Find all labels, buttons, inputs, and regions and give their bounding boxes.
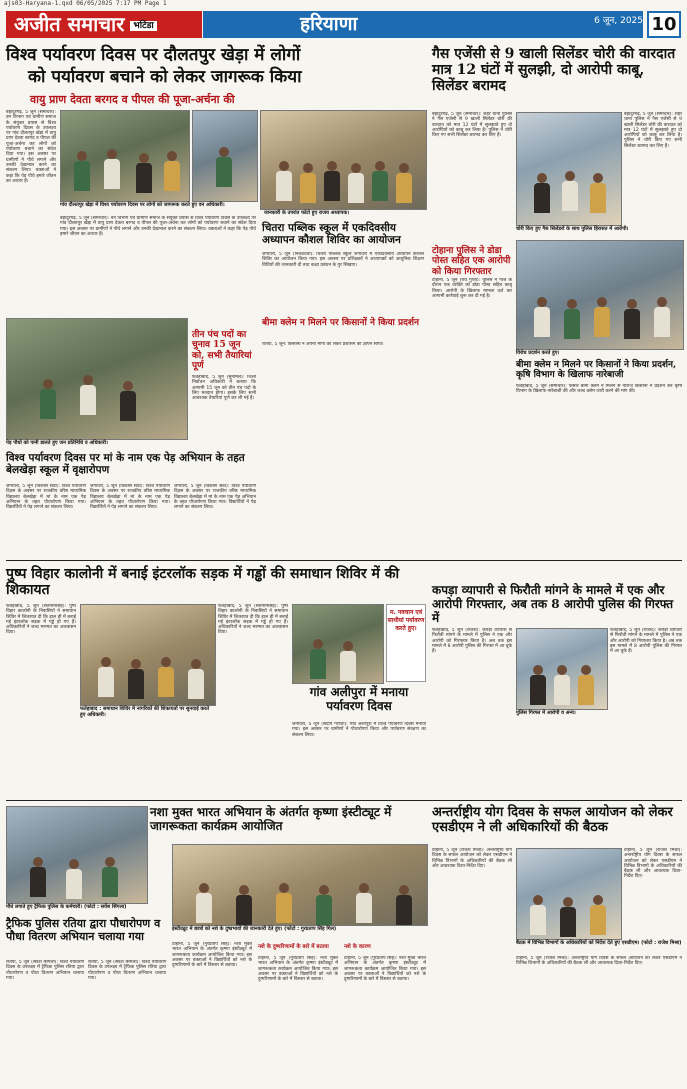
nasha-body: टोहाना, 5 जून (गुरप्रताप सिंह): नशा मुक्त भारत अभियान के अंतर्गत कृष्णा इंस्टीट्यूट में जागरूकता कार्यक्रम आयोजित किया गया। इस अवसर पर वक्ताओं ने विद्यार्थियों को नशे के दुष्परिणामों के बारे में विस्तार से बताया। xyxy=(172,942,252,969)
alipur-headline: गांव अलीपुरा में मनाया पर्यावरण दिवस xyxy=(309,685,409,713)
nasha-body-3: टोहाना, 5 जून (गुरप्रताप सिंह): नशा मुक्त भारत अभियान के अंतर्गत कृष्णा इंस्टीट्यूट में जागरूकता कार्यक्रम आयोजित किया गया। इस अवसर पर वक्ताओं ने विद्यार्थियों को नशे के दुष्परिणामों के बारे में विस्तार से बताया। xyxy=(344,956,426,983)
post-headline: टोहाना पुलिस ने डोडा पोस्त सहित एक आरोपी को किया गिरफ्तार xyxy=(432,246,511,277)
masthead xyxy=(0,8,687,42)
kapda-headline: कपड़ा व्यापारी से फिरौती मांगने के मामले में एक और आरोपी गिरफ्तार, अब तक 8 आरोपी पुलिस की गिरफ्त में xyxy=(432,583,674,625)
yoga-headline: अन्तर्राष्ट्रीय योग दिवस के सफल आयोजन को लेकर एसडीएम ने ली अधिकारियों की बैठक xyxy=(432,805,673,835)
kapda-photo xyxy=(516,628,608,710)
protest-photo xyxy=(516,240,684,350)
paper-name: अजीत समाचार xyxy=(14,12,125,36)
gas-body: बहादुरगढ़, 5 जून (समाचार): शहर थाना पुलिस ने गैस एजेंसी से 9 खाली सिलेंडर चोरी की वारदात को मात्र 12 घंटों में सुलझाते हुए दो आरोपियों को काबू कर लिया है। पुलिस ने चोरी किए गए सभी सिलेंडर बरामद कर लिए हैं। xyxy=(432,112,512,139)
yoga-body-3: टोहाना, 5 जून (राजेश मिश्रा): अन्तर्राष्ट्रीय योग दिवस के सफल आयोजन को लेकर एसडीएम ने विभिन्न विभागों के अधिकारियों की बैठक ली और आवश्यक दिशा-निर्देश दिए। xyxy=(516,956,682,967)
pushp-caption: फतेहाबाद : समाधान शिविर में नागरिकों की शिकायतों पर सुनवाई करते हुए अधिकारी। xyxy=(80,706,214,718)
dulatpur-photo-2 xyxy=(192,110,258,202)
school-photo xyxy=(260,110,427,210)
alipur-pull-quote: म. नवचान एवं साथीयां पर्यावरण करते हुए। xyxy=(386,604,426,682)
gas-photo xyxy=(516,112,622,226)
divider-lower xyxy=(6,800,682,801)
yoga-photo xyxy=(516,848,622,940)
nasha-photo xyxy=(172,844,428,926)
dulatpur-body-2: बहादुरगढ़, 5 जून (समाचार): वन विभाग एवं ग्रामीण समाज के संयुक्त प्रयास से विश्व पर्यावरण दिवस के उपलक्ष्य पर गांव दौलतपुर खेड़ा में वायु प्राण देवता बरगद व पीपल की पूजा-अर्चना कर लोगों को पर्यावरण बचाने का संदेश दिया गया। इस अवसर पर ग्रामीणों ने पौधे लगाने और उनकी देखभाल करने का संकल्प लिया। वक्ताओं ने कहा कि पेड़ पौधे हमारे जीवन का आधार हैं। xyxy=(60,216,256,237)
tree-caption: पेड़ पौधों को पानी डालते हुए जन प्रतिनिधि व अधिकारी। xyxy=(6,440,186,446)
nasha-caption: इंस्टीट्यूट में छात्रों को नशे के दुष्प्रभावों की जानकारी देते हुए। (फोटो : गुरप्रताप सिंह गिल) xyxy=(172,926,426,932)
divider-mid xyxy=(6,560,682,561)
paper-logo xyxy=(6,11,202,38)
tree-photo xyxy=(6,318,188,440)
pushp-body-2: फतेहाबाद, 5 जून (सतनामसिंह): पुष्प विहार कालोनी के निवासियों ने समाधान शिविर में शिकायत दी कि हाल ही में बनाई गई इंटरलॉक सड़क में गड्ढे हो गए हैं। अधिकारियों ने जल्द मरम्मत का आश्वासन दिया। xyxy=(218,604,288,636)
yoga-body-2: टोहाना, 5 जून (राजेश मिश्रा): अन्तर्राष्ट्रीय योग दिवस के सफल आयोजन को लेकर एसडीएम ने विभिन्न विभागों के अधिकारियों की बैठक ली और आवश्यक दिशा-निर्देश दिए। xyxy=(624,848,682,880)
campus-body: जगाधरी, 5 जून (विकास सेठी): विश्व पर्यावरण दिवस के अवसर पर राजकीय वरिष्ठ माध्यमिक विद्यालय बेलखेड़ा में मां के नाम एक पेड़ अभियान के तहत पौधारोपण किया गया। विद्यार्थियों ने पेड़ लगाने का संकल्प लिया। xyxy=(6,484,86,511)
dulatpur-headline-2: को पर्यावरण बचाने को लेकर जागरूक किया xyxy=(28,67,302,87)
gas-headline: गैस एजेंसी से 9 खाली सिलेंडर चोरी की वारदात मात्र 12 घंटों में सुलझी, दो आरोपी काबू, सिलेंडर बरामद xyxy=(432,46,676,95)
alipur-photo xyxy=(292,604,384,684)
print-slug: ajs03-Haryana-1.qxd 06/05/2025 7:17 PM Page 1 xyxy=(4,0,167,7)
post-body: टोहाना, 5 जून (रवि गुप्ता): पुलिस ने गश्त के दौरान एक व्यक्ति को डोडा पोस्त सहित काबू किया। आरोपी के खिलाफ मामला दर्ज कर आगामी कार्रवाई शुरू कर दी गई है। xyxy=(432,278,512,299)
nasha-subhead-2: नशे के कारण xyxy=(344,944,371,950)
yoga-body: टोहाना, 5 जून (राजेश मिश्रा): अन्तर्राष्ट्रीय योग दिवस के सफल आयोजन को लेकर एसडीएम ने विभिन्न विभागों के अधिकारियों की बैठक ली और आवश्यक दिशा-निर्देश दिए। xyxy=(432,848,512,869)
section-title: हरियाणा xyxy=(300,13,358,35)
issue-date: 6 जून, 2025 xyxy=(594,16,643,26)
yoga-caption: बैठक में विभिन्न विभागों के अधिकारियों को निर्देश देते हुए एसडीएम। (फोटो : राजेश मिश्रा) xyxy=(516,940,682,946)
pushp-photo xyxy=(80,604,216,706)
traffic-caption: पौधे लगाते हुए ट्रैफिक पुलिस के कर्मचारी। (फोटो : सर्वेश सिंगला) xyxy=(6,904,146,910)
nasha-headline: नशा मुक्त भारत अभियान के अंतर्गत कृष्णा इंस्टीट्यूट में जागरूकता कार्यक्रम आयोजित xyxy=(150,805,392,833)
alipur-body: जगाधरी, 5 जून (संदीप गेरोजी): गांव अलीपुरा में विश्व पर्यावरण दिवस मनाया गया। इस अवसर पर ग्रामीणों ने पौधारोपण किया और पर्यावरण संरक्षण का संकल्प लिया। xyxy=(292,722,426,738)
edition-label: भटिंडा xyxy=(130,21,156,31)
campus-body-3: जगाधरी, 5 जून (विकास सेठी): विश्व पर्यावरण दिवस के अवसर पर राजकीय वरिष्ठ माध्यमिक विद्यालय बेलखेड़ा में मां के नाम एक पेड़ अभियान के तहत पौधारोपण किया गया। विद्यार्थियों ने पेड़ लगाने का संकल्प लिया। xyxy=(174,484,256,511)
dulatpur-caption: गांव दौलतपुर खेड़ा में विश्व पर्यावरण दिवस पर लोगों को जागरूक करते हुए वन अधिकारी। xyxy=(60,202,256,208)
traffic-body: रतिया, 5 जून (सर्वेश सिंगला): विश्व पर्यावरण दिवस के उपलक्ष्य में ट्रैफिक पुलिस रतिया द्वारा पौधारोपण व पौधा वितरण अभियान चलाया गया। xyxy=(6,960,84,981)
campus-body-2: जगाधरी, 5 जून (विकास सेठी): विश्व पर्यावरण दिवस के अवसर पर राजकीय वरिष्ठ माध्यमिक विद्यालय बेलखेड़ा में मां के नाम एक पेड़ अभियान के तहत पौधारोपण किया गया। विद्यार्थियों ने पेड़ लगाने का संकल्प लिया। xyxy=(90,484,170,511)
tree-headline: तीन पंच पदों का चुनाव 15 जून को, सभी तैयारियां पूर्ण xyxy=(192,330,252,372)
dulatpur-body: बहादुरगढ़, 5 जून (समाचार): वन विभाग एवं ग्रामीण समाज के संयुक्त प्रयास से विश्व पर्यावरण दिवस के उपलक्ष्य पर गांव दौलतपुर खेड़ा में वायु प्राण देवता बरगद व पीपल की पूजा-अर्चना कर लोगों को पर्यावरण बचाने का संदेश दिया गया। इस अवसर पर ग्रामीणों ने पौधे लगाने और उनकी देखभाल करने का संकल्प लिया। वक्ताओं ने कहा कि पेड़ पौधे हमारे जीवन का आधार हैं। xyxy=(6,110,56,184)
dulatpur-headline-1: विश्व पर्यावरण दिवस पर दौलतपुर खेड़ा में लोगों xyxy=(6,45,301,65)
protest-body: फतेहाबाद, 5 जून (समाचार): फसल बीमा क्लेम न मिलने से नाराज किसानों ने प्रदर्शन कर कृषि विभाग के खिलाफ नारेबाजी की और जल्द क्लेम जारी करने की मांग की। xyxy=(516,384,682,395)
protest-caption: विरोध प्रदर्शन करते हुए। xyxy=(516,350,682,356)
medical-body: रतिया, 5 जून: किसानों ने अपनी मांगों को लेकर प्रशासन को ज्ञापन सौंपा। xyxy=(262,342,384,347)
kapda-body: फतेहाबाद, 5 जून (राजेश): कपड़ा व्यापारी से फिरौती मांगने के मामले में पुलिस ने एक और आरोपी को गिरफ्तार किया है। अब तक इस मामले में 8 आरोपी पुलिस की गिरफ्त में आ चुके हैं। xyxy=(432,628,512,655)
medical-headline: बीमा क्लेम न मिलने पर किसानों ने किया प्रदर्शन xyxy=(262,318,420,328)
tree-body: फतेहाबाद, 5 जून (सुनामल): जिला निर्वाचन अधिकारी ने बताया कि आगामी 15 जून को तीन पंच पदों के लिए मतदान होगा। इसके लिए सभी आवश्यक तैयारियां पूर्ण कर ली गई हैं। xyxy=(192,375,256,402)
page-number: 10 xyxy=(647,11,681,38)
kapda-caption: पुलिस गिरफ्त में आरोपी व अन्य। xyxy=(516,710,606,716)
protest-headline: बीमा क्लेम न मिलने पर किसानों ने किया प्रदर्शन, कृषि विभाग के खिलाफ नारेबाजी xyxy=(516,360,677,381)
traffic-body-2: रतिया, 5 जून (सर्वेश सिंगला): विश्व पर्यावरण दिवस के उपलक्ष्य में ट्रैफिक पुलिस रतिया द्वारा पौधारोपण व पौधा वितरण अभियान चलाया गया। xyxy=(88,960,166,981)
gas-caption: चोरी किए हुए गैस सिलेंडरों के साथ पुलिस हिरासत में आरोपी। xyxy=(516,226,682,232)
nasha-subhead-1: नशे के दुष्परिणामों के बारे में बताया xyxy=(258,944,329,950)
school-headline: चितरा पब्लिक स्कूल में एकदिवसीय अध्यापन कौशल शिविर का आयोजन xyxy=(262,222,401,247)
school-body: जगाधरी, 5 जून (निकटवर्ती): चितरा पब्लिक स्कूल जगाधरी में एकदिवसीय अध्यापन कौशल शिविर का आयोजन किया गया। इस अवसर पर प्रशिक्षकों ने अध्यापकों को आधुनिक शिक्षण विधियों की जानकारी दी तथा कक्षा प्रबंधन के गुर सिखाए। xyxy=(262,252,424,268)
school-caption: जानकारी के उपरांत फोटो हुए राजय अध्यापक। xyxy=(264,210,424,216)
pushp-headline: पुष्प विहार कालोनी में बनाई इंटरलॉक सड़क में गड्ढों की समाधान शिविर में की शिकायत xyxy=(6,566,400,599)
kapda-body-2: फतेहाबाद, 5 जून (राजेश): कपड़ा व्यापारी से फिरौती मांगने के मामले में पुलिस ने एक और आरोपी को गिरफ्तार किया है। अब तक इस मामले में 8 आरोपी पुलिस की गिरफ्त में आ चुके हैं। xyxy=(610,628,682,655)
pushp-body: फतेहाबाद, 5 जून (सतनामसिंह): पुष्प विहार कालोनी के निवासियों ने समाधान शिविर में शिकायत दी कि हाल ही में बनाई गई इंटरलॉक सड़क में गड्ढे हो गए हैं। अधिकारियों ने जल्द मरम्मत का आश्वासन दिया। xyxy=(6,604,76,636)
campus-headline: विश्व पर्यावरण दिवस पर मां के नाम एक पेड़ अभियान के तहत बेलखेड़ा स्कूल में वृक्षारोपण xyxy=(6,452,245,477)
traffic-headline: ट्रैफिक पुलिस रतिया द्वारा पौधारोपण व पौधा वितरण अभियान चलाया गया xyxy=(6,917,161,943)
nasha-body-2: टोहाना, 5 जून (गुरप्रताप सिंह): नशा मुक्त भारत अभियान के अंतर्गत कृष्णा इंस्टीट्यूट में जागरूकता कार्यक्रम आयोजित किया गया। इस अवसर पर वक्ताओं ने विद्यार्थियों को नशे के दुष्परिणामों के बारे में विस्तार से बताया। xyxy=(258,956,338,983)
gas-body-2: बहादुरगढ़, 5 जून (समाचार): शहर थाना पुलिस ने गैस एजेंसी से 9 खाली सिलेंडर चोरी की वारदात को मात्र 12 घंटों में सुलझाते हुए दो आरोपियों को काबू कर लिया है। पुलिस ने चोरी किए गए सभी सिलेंडर बरामद कर लिए हैं। xyxy=(624,112,682,149)
dulatpur-photo xyxy=(60,110,190,202)
dulatpur-subhead: वायु प्राण देवता बरगद व पीपल की पूजा-अर्चना की xyxy=(30,93,235,106)
section-band xyxy=(203,11,643,38)
traffic-photo xyxy=(6,806,148,904)
